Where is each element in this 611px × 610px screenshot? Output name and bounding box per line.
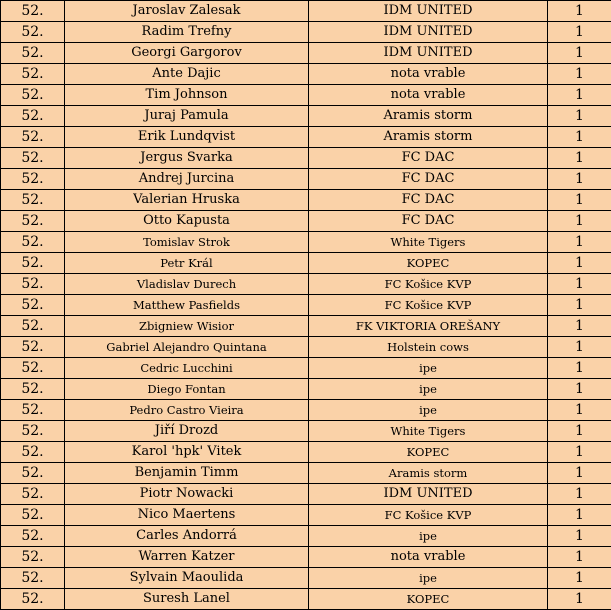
team-cell: ipe — [309, 400, 548, 421]
player-cell: Cedric Lucchini — [65, 358, 309, 379]
team-cell: FC Košice KVP — [309, 274, 548, 295]
goals-cell: 1 — [548, 106, 611, 127]
goals-cell: 1 — [548, 22, 611, 43]
goals-cell: 1 — [548, 400, 611, 421]
rank-cell: 52. — [1, 127, 65, 148]
rank-cell: 52. — [1, 442, 65, 463]
rank-cell: 52. — [1, 379, 65, 400]
rank-cell: 52. — [1, 505, 65, 526]
player-cell: Karol 'hpk' Vitek — [65, 442, 309, 463]
goals-cell: 1 — [548, 379, 611, 400]
rank-cell: 52. — [1, 106, 65, 127]
team-cell: Aramis storm — [309, 127, 548, 148]
rank-cell: 52. — [1, 589, 65, 610]
rank-cell: 52. — [1, 211, 65, 232]
team-cell: nota vrable — [309, 547, 548, 568]
goals-cell: 1 — [548, 43, 611, 64]
team-cell: FC DAC — [309, 148, 548, 169]
rank-cell: 52. — [1, 295, 65, 316]
goals-cell: 1 — [548, 547, 611, 568]
team-cell: ipe — [309, 379, 548, 400]
goals-cell: 1 — [548, 232, 611, 253]
rank-cell: 52. — [1, 421, 65, 442]
goals-cell: 1 — [548, 568, 611, 589]
goals-cell: 1 — [548, 463, 611, 484]
table-row — [1, 463, 611, 484]
rank-cell: 52. — [1, 190, 65, 211]
player-cell: Sylvain Maoulida — [65, 568, 309, 589]
rank-cell: 52. — [1, 547, 65, 568]
rank-cell: 52. — [1, 253, 65, 274]
table-row — [1, 442, 611, 463]
player-cell: Warren Katzer — [65, 547, 309, 568]
player-cell: Jaroslav Zalesak — [65, 1, 309, 22]
table-row — [1, 127, 611, 148]
team-cell: KOPEC — [309, 253, 548, 274]
goals-cell: 1 — [548, 526, 611, 547]
rank-cell: 52. — [1, 64, 65, 85]
team-cell: nota vrable — [309, 85, 548, 106]
table-row — [1, 64, 611, 85]
goals-cell: 1 — [548, 253, 611, 274]
player-cell: Vladislav Durech — [65, 274, 309, 295]
goals-cell: 1 — [548, 295, 611, 316]
player-cell: Valerian Hruska — [65, 190, 309, 211]
player-cell: Zbigniew Wisior — [65, 316, 309, 337]
rank-cell: 52. — [1, 526, 65, 547]
team-cell: ipe — [309, 568, 548, 589]
table-row — [1, 484, 611, 505]
goals-cell: 1 — [548, 211, 611, 232]
table-row — [1, 526, 611, 547]
goals-cell: 1 — [548, 169, 611, 190]
goals-cell: 1 — [548, 421, 611, 442]
player-cell: Diego Fontan — [65, 379, 309, 400]
player-cell: Jergus Svarka — [65, 148, 309, 169]
rank-cell: 52. — [1, 85, 65, 106]
goals-cell: 1 — [548, 64, 611, 85]
table-row — [1, 379, 611, 400]
rank-cell: 52. — [1, 568, 65, 589]
goals-cell: 1 — [548, 442, 611, 463]
rank-cell: 52. — [1, 316, 65, 337]
rank-cell: 52. — [1, 274, 65, 295]
goals-cell: 1 — [548, 274, 611, 295]
team-cell: FK VIKTORIA OREŠANY — [309, 316, 548, 337]
team-cell: ipe — [309, 526, 548, 547]
team-cell: FC Košice KVP — [309, 505, 548, 526]
goals-cell: 1 — [548, 358, 611, 379]
player-cell: Gabriel Alejandro Quintana — [65, 337, 309, 358]
table-row — [1, 148, 611, 169]
team-cell: FC DAC — [309, 211, 548, 232]
goals-cell: 1 — [548, 1, 611, 22]
team-cell: IDM UNITED — [309, 484, 548, 505]
team-cell: FC DAC — [309, 169, 548, 190]
goals-cell: 1 — [548, 148, 611, 169]
team-cell: IDM UNITED — [309, 22, 548, 43]
team-cell: FC Košice KVP — [309, 295, 548, 316]
rank-cell: 52. — [1, 232, 65, 253]
table-row — [1, 358, 611, 379]
player-cell: Petr Král — [65, 253, 309, 274]
table-row — [1, 232, 611, 253]
rank-cell: 52. — [1, 169, 65, 190]
table-row — [1, 106, 611, 127]
rank-cell: 52. — [1, 358, 65, 379]
table-row — [1, 253, 611, 274]
table-row — [1, 337, 611, 358]
goals-cell: 1 — [548, 589, 611, 610]
team-cell: IDM UNITED — [309, 43, 548, 64]
player-cell: Erik Lundqvist — [65, 127, 309, 148]
player-cell: Matthew Pasfields — [65, 295, 309, 316]
rank-cell: 52. — [1, 1, 65, 22]
table-row — [1, 400, 611, 421]
table-row — [1, 22, 611, 43]
rank-cell: 52. — [1, 463, 65, 484]
rank-cell: 52. — [1, 43, 65, 64]
team-cell: Aramis storm — [309, 106, 548, 127]
team-cell: ipe — [309, 358, 548, 379]
team-cell: Aramis storm — [309, 463, 548, 484]
rank-cell: 52. — [1, 148, 65, 169]
player-cell: Pedro Castro Vieira — [65, 400, 309, 421]
team-cell: nota vrable — [309, 64, 548, 85]
table-row — [1, 43, 611, 64]
team-cell: White Tigers — [309, 421, 548, 442]
table-row — [1, 295, 611, 316]
player-cell: Otto Kapusta — [65, 211, 309, 232]
team-cell: KOPEC — [309, 589, 548, 610]
player-cell: Jiří Drozd — [65, 421, 309, 442]
table-row — [1, 274, 611, 295]
rank-cell: 52. — [1, 337, 65, 358]
player-cell: Ante Dajic — [65, 64, 309, 85]
player-cell: Carles Andorrá — [65, 526, 309, 547]
goals-cell: 1 — [548, 337, 611, 358]
table-row — [1, 1, 611, 22]
table-row — [1, 568, 611, 589]
table-row — [1, 421, 611, 442]
rank-cell: 52. — [1, 400, 65, 421]
rank-cell: 52. — [1, 22, 65, 43]
table-row — [1, 85, 611, 106]
player-cell: Georgi Gargorov — [65, 43, 309, 64]
team-cell: KOPEC — [309, 442, 548, 463]
table-row — [1, 211, 611, 232]
player-cell: Tim Johnson — [65, 85, 309, 106]
team-cell: FC DAC — [309, 190, 548, 211]
player-cell: Radim Trefny — [65, 22, 309, 43]
rank-cell: 52. — [1, 484, 65, 505]
player-cell: Tomislav Strok — [65, 232, 309, 253]
goals-cell: 1 — [548, 484, 611, 505]
goals-cell: 1 — [548, 190, 611, 211]
player-cell: Benjamin Timm — [65, 463, 309, 484]
table-row — [1, 169, 611, 190]
player-cell: Andrej Jurcina — [65, 169, 309, 190]
goals-cell: 1 — [548, 316, 611, 337]
table-row — [1, 547, 611, 568]
team-cell: White Tigers — [309, 232, 548, 253]
team-cell: Holstein cows — [309, 337, 548, 358]
player-cell: Juraj Pamula — [65, 106, 309, 127]
player-cell: Piotr Nowacki — [65, 484, 309, 505]
team-cell: IDM UNITED — [309, 1, 548, 22]
table-row — [1, 505, 611, 526]
table-row — [1, 190, 611, 211]
scorers-table-body — [1, 1, 611, 610]
goals-cell: 1 — [548, 85, 611, 106]
player-cell: Nico Maertens — [65, 505, 309, 526]
goals-cell: 1 — [548, 505, 611, 526]
table-row — [1, 316, 611, 337]
player-cell: Suresh Lanel — [65, 589, 309, 610]
goals-cell: 1 — [548, 127, 611, 148]
table-row — [1, 589, 611, 610]
